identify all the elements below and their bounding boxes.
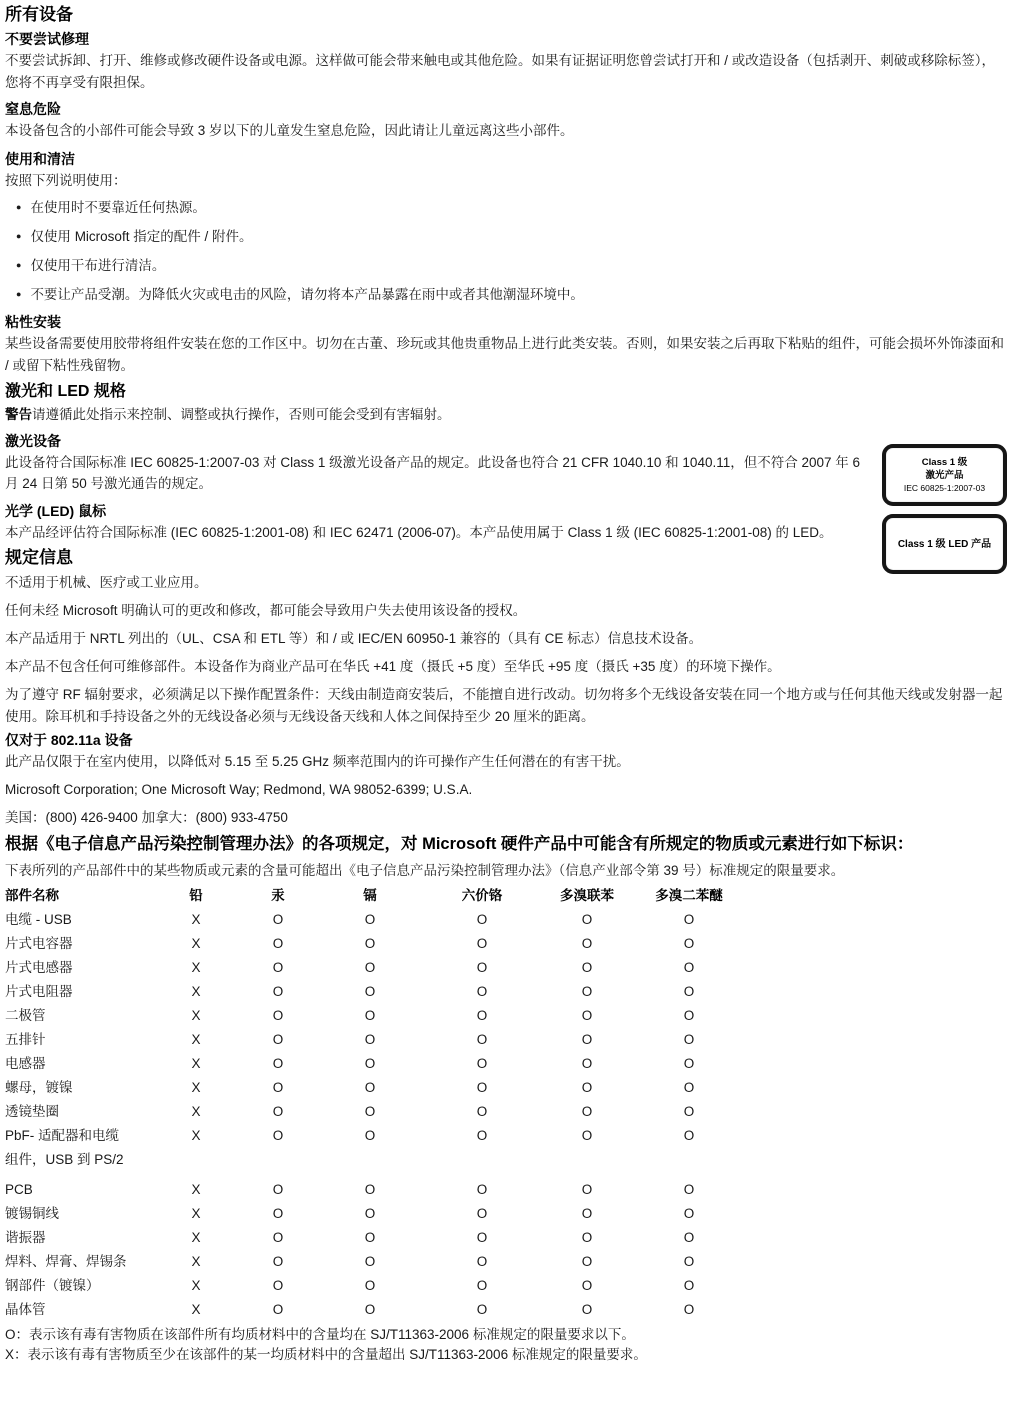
warning-text: 请遵循此处指示来控制、调整或执行操作，否则可能会受到有害辐射。 [32, 407, 451, 422]
substance-value: O [364, 1278, 376, 1293]
class1-laser-label [882, 444, 1007, 506]
substance-value: O [683, 1230, 695, 1245]
component-name [5, 1124, 161, 1172]
paragraph: 按照下列说明使用： [5, 172, 127, 188]
substance-value: O [272, 1104, 284, 1119]
column-header: 铅 [189, 888, 203, 903]
component-name: 片式电感器 [5, 960, 73, 975]
substance-value: O [272, 1032, 284, 1047]
substance-value: O [683, 1128, 695, 1143]
paragraph: 本产品适用于 NRTL 列出的（UL、CSA 和 ETL 等）和 / 或 IEC/EN 60950-1 兼容的（具有 CE 标志）信息技术设备。 [5, 631, 703, 646]
substance-value: O [476, 1032, 488, 1047]
substance-value: O [683, 1056, 695, 1071]
substance-value: O [683, 960, 695, 975]
substance-value: O [272, 936, 284, 951]
paragraph: 为了遵守 RF 辐射要求，必须满足以下操作配置条件：天线由制造商安装后，不能擅自进行改动。切勿将多个无线设备安装在同一个地方或与任何其他天线或发射器一起使用。除耳机和手持设备之外的无线设备必须与无线设备天线和人体之间保持至少 20 厘米的距离。 [5, 687, 1003, 724]
substance-value: O [364, 1104, 376, 1119]
rohs-heading: 根据《电子信息产品污染控制管理办法》的各项规定，对 Microsoft 硬件产品中可能含有所规定的物质或元素进行如下标识： [5, 834, 914, 853]
substance-value: O [272, 960, 284, 975]
section-heading: 激光和 LED 规格 [5, 383, 126, 400]
column-header: 多溴联苯 [560, 888, 614, 903]
paragraph: 此产品仅限于在室内使用，以降低对 5.15 至 5.25 GHz 频率范围内的许可操作产生任何潜在的有害干扰。 [5, 754, 630, 769]
paragraph: 不要尝试拆卸、打开、维修或修改硬件设备或电源。这样做可能会带来触电或其他危险。如果有证据证明您曾尝试打开和 / 或改造设备（包括剥开、刺破或移除标签），您将不再享受有限担保。 [5, 53, 995, 90]
substance-value: O [364, 1230, 376, 1245]
substance-value: O [476, 1302, 488, 1317]
substance-value: O [683, 1302, 695, 1317]
substance-value: X [191, 1104, 201, 1119]
section-laser-device [5, 432, 1005, 495]
section-heading: 粘性安装 [5, 314, 61, 330]
substance-value: O [364, 960, 376, 975]
substance-value: X [191, 1032, 201, 1047]
table-row [5, 1028, 1005, 1052]
substance-value: O [581, 912, 593, 927]
paragraph: 本产品不包含任何可维修部件。本设备作为商业产品可在华氏 +41 度（摄氏 +5 度）至华氏 +95 度（摄氏 +35 度）的环境下操作。 [5, 659, 781, 674]
substance-value: O [683, 912, 695, 927]
substance-value: O [272, 912, 284, 927]
section-adhesive [5, 313, 1005, 376]
substance-value: X [191, 1206, 201, 1221]
document-page [5, 4, 1005, 1365]
led-label-text: Class 1 级 LED 产品 [897, 538, 992, 550]
component-name: 五排针 [5, 1032, 46, 1047]
paragraph: 本设备包含的小部件可能会导致 3 岁以下的儿童发生窒息危险，因此请让儿童远离这些小部件。 [5, 123, 574, 138]
bullet-text: 不要让产品受潮。为降低火灾或电击的风险，请勿将本产品暴露在雨中或者其他潮湿环境中。 [30, 287, 584, 302]
component-name: 电缆 - USB [5, 912, 72, 927]
table-row [5, 1274, 1005, 1298]
substance-value: O [683, 1278, 695, 1293]
table-row [5, 1178, 1005, 1202]
substance-value: O [581, 1254, 593, 1269]
column-header: 六价铬 [461, 888, 503, 903]
bullet-item [16, 226, 1005, 250]
warning-line [5, 404, 1005, 426]
paragraph: 不适用于机械、医疗或工业应用。 [5, 575, 208, 590]
substance-value: X [191, 936, 201, 951]
substance-value: O [364, 1056, 376, 1071]
table-row [5, 1100, 1005, 1124]
paragraph: 本产品经评估符合国际标准 (IEC 60825-1:2001-08) 和 IEC 62471 (2006-07)。本产品使用属于 Class 1 级 (IEC 60825-1:2001-08) 的 LED。 [5, 524, 833, 540]
substance-value: O [581, 1080, 593, 1095]
substance-value: O [683, 1104, 695, 1119]
substance-value: O [272, 984, 284, 999]
bullet-text: 仅使用干布进行清洁。 [30, 258, 166, 273]
substance-value: X [191, 912, 201, 927]
paragraph: 某些设备需要使用胶带将组件安装在您的工作区中。切勿在古董、珍玩或其他贵重物品上进行此类安装。否则，如果安装之后再取下粘贴的组件，可能会损坏外饰漆面和 / 或留下粘性残留物。 [5, 336, 1004, 373]
substance-value: O [476, 960, 488, 975]
substance-value: O [272, 1128, 284, 1143]
substance-value: O [476, 984, 488, 999]
component-name: PCB [5, 1182, 33, 1197]
paragraph: 任何未经 Microsoft 明确认可的更改和修改，都可能会导致用户失去使用该设备的授权。 [5, 603, 527, 618]
substance-value: O [364, 1128, 376, 1143]
substance-value: O [364, 1008, 376, 1023]
bullet-item [16, 284, 1005, 308]
substance-value: O [581, 960, 593, 975]
substance-value: O [272, 1278, 284, 1293]
substance-value: O [364, 1302, 376, 1317]
substance-value: O [581, 1104, 593, 1119]
substance-value: O [476, 1080, 488, 1095]
paragraph: 此设备符合国际标准 IEC 60825-1:2007-03 对 Class 1 级激光设备产品的规定。此设备也符合 21 CFR 1040.10 和 1040.11，但不符合 2007 年 6 月 24 日第 50 号激光通告的规定。 [5, 454, 861, 491]
substance-value: O [581, 936, 593, 951]
substance-value: O [272, 1080, 284, 1095]
section-laser-led-spec [5, 382, 1005, 426]
component-name: 片式电容器 [5, 936, 73, 951]
substance-value: O [683, 1080, 695, 1095]
substance-value: O [581, 1278, 593, 1293]
component-name: 焊料、焊膏、焊锡条 [5, 1254, 127, 1269]
substance-value: O [683, 984, 695, 999]
bullet-item [16, 255, 1005, 279]
component-name: 镀锡铜线 [5, 1206, 59, 1221]
substance-value: O [683, 1032, 695, 1047]
substance-value: O [364, 936, 376, 951]
substance-value: O [683, 1182, 695, 1197]
component-name-line2: 组件，USB 到 PS/2 [5, 1152, 124, 1167]
substance-value: X [191, 1008, 201, 1023]
substance-value: O [364, 1032, 376, 1047]
substance-value: X [191, 1182, 201, 1197]
substance-value: O [476, 1206, 488, 1221]
section-choking [5, 100, 1005, 142]
component-name: 透镜垫圈 [5, 1104, 59, 1119]
section-regulatory [5, 547, 1005, 727]
section-heading: 使用和清洁 [5, 150, 75, 167]
table-header-row [5, 884, 1005, 908]
table-row [5, 980, 1005, 1004]
class1-led-label [882, 514, 1007, 574]
substance-value: O [581, 1206, 593, 1221]
component-name: 电感器 [5, 1056, 46, 1071]
substance-value: O [364, 984, 376, 999]
laser-label-line3: IEC 60825-1:2007-03 [903, 483, 986, 493]
substance-value: O [272, 1182, 284, 1197]
substance-value: O [683, 1008, 695, 1023]
substance-value: O [581, 1182, 593, 1197]
component-name: 片式电阻器 [5, 984, 73, 999]
address-line: Microsoft Corporation; One Microsoft Way; Redmond, WA 98052-6399; U.S.A. [5, 781, 473, 797]
substance-value: O [581, 1008, 593, 1023]
bullet-item [16, 197, 1005, 221]
substance-value: O [364, 1254, 376, 1269]
substance-value: O [581, 984, 593, 999]
section-repair [5, 30, 1005, 93]
substance-value: O [272, 1254, 284, 1269]
component-name: 谐振器 [5, 1230, 46, 1245]
table-row [5, 1298, 1005, 1322]
substance-value: O [272, 1056, 284, 1071]
substance-value: X [191, 1056, 201, 1071]
rohs-table [5, 884, 1005, 1322]
substance-value: O [364, 1206, 376, 1221]
section-wifi [5, 731, 1005, 773]
substance-value: O [581, 1302, 593, 1317]
substance-value: O [476, 1008, 488, 1023]
substance-value: O [683, 1206, 695, 1221]
table-row [5, 1124, 1005, 1172]
table-row [5, 1250, 1005, 1274]
table-row [5, 1226, 1005, 1250]
table-row [5, 1052, 1005, 1076]
rohs-intro: 下表所列的产品部件中的某些物质或元素的含量可能超出《电子信息产品污染控制管理办法》（信息产业部令第 39 号）标准规定的限量要求。 [5, 862, 845, 878]
substance-value: X [191, 1278, 201, 1293]
table-notes [5, 1325, 1005, 1365]
component-name: 螺母，镀镍 [5, 1080, 73, 1095]
substance-value: X [191, 960, 201, 975]
section-heading: 光学 (LED) 鼠标 [5, 502, 107, 519]
substance-value: O [476, 1254, 488, 1269]
substance-value: O [581, 1128, 593, 1143]
substance-value: O [364, 1080, 376, 1095]
substance-value: O [476, 1128, 488, 1143]
column-header: 多溴二苯醚 [655, 888, 723, 903]
substance-value: X [191, 1080, 201, 1095]
section-heading: 不要尝试修理 [5, 31, 89, 47]
substance-value: O [683, 936, 695, 951]
phone-line: 美国：(800) 426-9400 加拿大：(800) 933-4750 [5, 810, 288, 825]
note-x: X：表示该有毒有害物质至少在该部件的某一均质材料中的含量超出 SJ/T11363-2006 标准规定的限量要求。 [5, 1347, 647, 1362]
substance-value: X [191, 1128, 201, 1143]
substance-value: O [476, 936, 488, 951]
bullet-text: 在使用时不要靠近任何热源。 [30, 200, 206, 215]
component-name-line1: PbF- 适配器和电缆 [5, 1128, 120, 1143]
component-name: 二极管 [5, 1008, 46, 1023]
section-heading: 激光设备 [5, 432, 61, 449]
column-header: 部件名称 [5, 888, 59, 903]
substance-value: O [272, 1302, 284, 1317]
warning-label: 警告 [5, 407, 32, 422]
note-o: O：表示该有毒有害物质在该部件所有均质材料中的含量均在 SJ/T11363-2006 标准规定的限量要求以下。 [5, 1327, 635, 1342]
table-row [5, 932, 1005, 956]
substance-value: O [476, 912, 488, 927]
section-led-mouse [5, 502, 1005, 544]
substance-value: X [191, 1302, 201, 1317]
laser-label-line2: 激光产品 [925, 470, 964, 481]
section-heading: 规定信息 [5, 548, 73, 567]
column-header: 汞 [271, 888, 285, 903]
substance-value: O [581, 1056, 593, 1071]
substance-value: O [364, 1182, 376, 1197]
section-heading: 窒息危险 [5, 101, 61, 117]
table-row [5, 956, 1005, 980]
table-row [5, 1076, 1005, 1100]
page-title: 所有设备 [5, 5, 73, 24]
component-name: 晶体管 [5, 1302, 46, 1317]
substance-value: O [476, 1230, 488, 1245]
substance-value: O [476, 1056, 488, 1071]
table-row [5, 1004, 1005, 1028]
substance-value: O [272, 1206, 284, 1221]
substance-value: O [581, 1230, 593, 1245]
section-usage [5, 150, 1005, 308]
substance-value: X [191, 984, 201, 999]
section-heading: 仅对于 802.11a 设备 [5, 732, 133, 748]
substance-value: O [476, 1278, 488, 1293]
substance-value: O [683, 1254, 695, 1269]
component-name: 钢部件（镀镍） [5, 1278, 100, 1293]
substance-value: X [191, 1230, 201, 1245]
substance-value: O [272, 1008, 284, 1023]
substance-value: O [364, 912, 376, 927]
substance-value: O [581, 1032, 593, 1047]
substance-value: O [272, 1230, 284, 1245]
substance-value: O [476, 1182, 488, 1197]
table-row [5, 908, 1005, 932]
substance-value: X [191, 1254, 201, 1269]
table-row [5, 1202, 1005, 1226]
column-header: 镉 [363, 888, 377, 903]
usage-bullet-list [16, 197, 1005, 308]
section-rohs [5, 833, 1005, 1366]
laser-label-line1: Class 1 级 [921, 457, 968, 468]
bullet-text: 仅使用 Microsoft 指定的配件 / 附件。 [30, 229, 253, 244]
substance-value: O [476, 1104, 488, 1119]
